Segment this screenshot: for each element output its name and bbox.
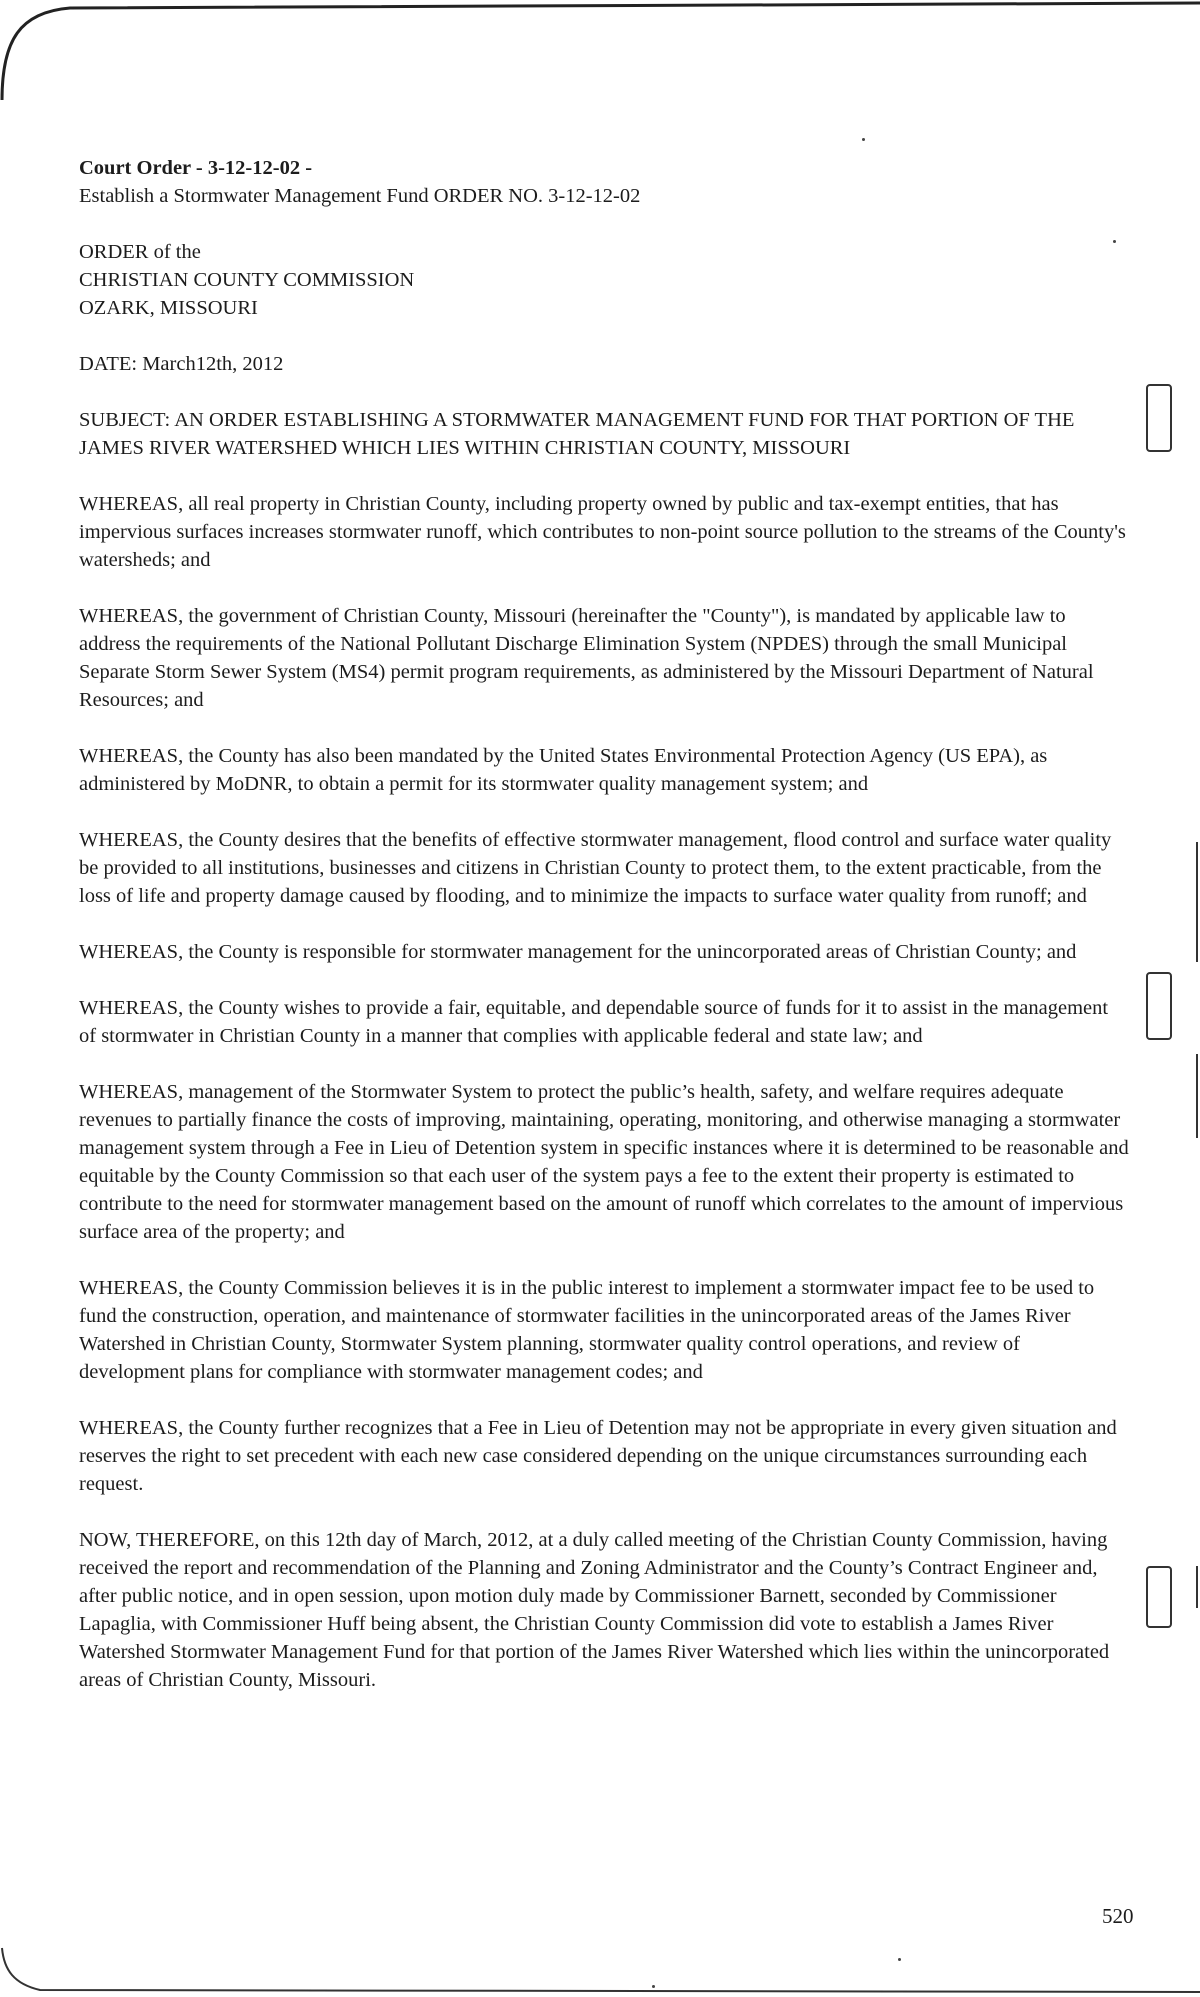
whereas-clause-9: WHEREAS, the County further recognizes that a Fee in Lieu of Detention may not be appropriate in every given situation and reserves the right to set precedent with each new case considered depending on the unique circumstances surrounding each request.: [79, 1417, 1117, 1495]
scan-speck: [898, 1958, 901, 1961]
order-of-line: ORDER of the: [79, 241, 201, 263]
whereas-clause-7: WHEREAS, management of the Stormwater System to protect the public’s health, safety, and welfare requires adequate revenues to partially finance the costs of improving, maintaining, operating, monitoring, and otherwise managing a stormwater management system through a Fee in Lieu of Detention system in specific instances where it is determined to be reasonable and equitable by the County Commission so that each user of the system pays a fee to the extent their property is estimated to contribute to the need for stormwater management based on the amount of runoff which correlates to the amount of impervious surface area of the property; and: [79, 1081, 1129, 1243]
court-order-text: [79, 154, 1129, 1694]
binder-hole-top: [1146, 384, 1172, 452]
order-date: DATE: March12th, 2012: [79, 353, 284, 375]
now-therefore-clause: NOW, THEREFORE, on this 12th day of March, 2012, at a duly called meeting of the Christian County Commission, having received the report and recommendation of the Planning and Zoning Administrator and the County’s Contract Engineer and, after public notice, and in open session, upon motion duly made by Commissioner Barnett, seconded by Commissioner Lapaglia, with Commissioner Huff being absent, the Christian County Commission did vote to establish a James River Watershed Stormwater Management Fund for that portion of the James River Watershed which lies within the unincorporated areas of Christian County, Missouri.: [79, 1529, 1110, 1691]
order-subject: SUBJECT: AN ORDER ESTABLISHING A STORMWATER MANAGEMENT FUND FOR THAT PORTION OF THE JAMES RIVER WATERSHED WHICH LIES WITHIN CHRISTIAN COUNTY, MISSOURI: [79, 409, 1075, 459]
whereas-clause-5: WHEREAS, the County is responsible for stormwater management for the unincorporated areas of Christian County; and: [79, 941, 1077, 963]
binder-hole-middle: [1146, 972, 1172, 1040]
order-subtitle: Establish a Stormwater Management Fund ORDER NO. 3-12-12-02: [79, 185, 641, 207]
commission-location: OZARK, MISSOURI: [79, 297, 258, 319]
order-title: Court Order - 3-12-12-02 -: [79, 157, 313, 179]
page-number: 520: [1102, 1904, 1134, 1928]
scan-speck: [862, 138, 865, 141]
edge-mark: [1196, 1054, 1198, 1138]
whereas-clause-1: WHEREAS, all real property in Christian County, including property owned by public and tax-exempt entities, that has impervious surfaces increases stormwater runoff, which contributes to non-point source pollution to the streams of the County's watersheds; and: [79, 493, 1126, 571]
binder-hole-bottom: [1146, 1566, 1172, 1628]
commission-name: CHRISTIAN COUNTY COMMISSION: [79, 269, 415, 291]
whereas-clause-6: WHEREAS, the County wishes to provide a fair, equitable, and dependable source of funds for it to assist in the management of stormwater in Christian County in a manner that complies with applicable federal and state law; and: [79, 997, 1109, 1047]
edge-mark: [1196, 842, 1198, 962]
whereas-clause-8: WHEREAS, the County Commission believes it is in the public interest to implement a stormwater impact fee to be used to fund the construction, operation, and maintenance of stormwater facilities in the unincorporated areas of the James River Watershed in Christian County, Stormwater System planning, stormwater quality control operations, and review of development plans for compliance with stormwater management codes; and: [79, 1277, 1095, 1383]
scan-edge-top-left: [0, 0, 1200, 110]
scan-edge-bottom-left: [0, 1940, 1200, 1997]
scan-speck: [652, 1985, 655, 1988]
whereas-clause-3: WHEREAS, the County has also been mandated by the United States Environmental Protection Agency (US EPA), as administered by MoDNR, to obtain a permit for its stormwater quality management system; and: [79, 745, 1048, 795]
whereas-clause-4: WHEREAS, the County desires that the benefits of effective stormwater management, flood control and surface water quality be provided to all institutions, businesses and citizens in Christian County to protect them, to the extent practicable, from the loss of life and property damage caused by flooding, and to minimize the impacts to surface water quality from runoff; and: [79, 829, 1112, 907]
whereas-clause-2: WHEREAS, the government of Christian County, Missouri (hereinafter the "County"), is mandated by applicable law to address the requirements of the National Pollutant Discharge Elimination System (NPDES) through the small Municipal Separate Storm Sewer System (MS4) permit program requirements, as administered by the Missouri Department of Natural Resources; and: [79, 605, 1094, 711]
edge-mark: [1196, 1566, 1198, 1608]
